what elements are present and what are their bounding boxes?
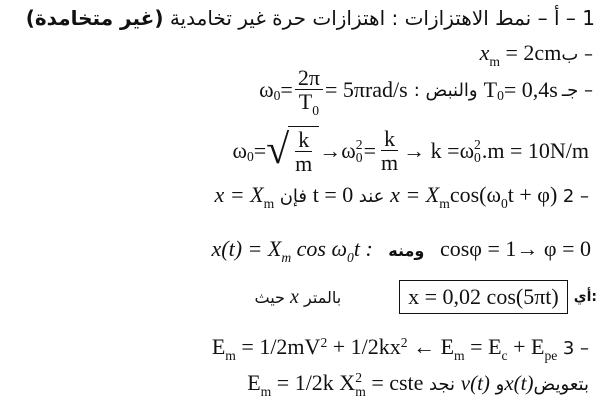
- x-of-t-equation: $x(t) = X_m$ $\cos \omega_0t$ :: [211, 236, 373, 266]
- fa-label: فإن: [279, 186, 313, 207]
- line-8-mechanical-energy: $E_m = 1/2mV^2 + 1/2kx^2$ ← $E_m = E_c + E_{pe}$ 3 –: [211, 334, 589, 364]
- line-9-energy-constant: $E_m = 1/2k$ X 2 m = cste نجد v(t) وx(t)بتعويض: [247, 370, 589, 400]
- item-3-number: 3 –: [562, 338, 589, 359]
- item-number: 1 – أ –: [531, 6, 595, 30]
- vibration-type-text: نمط الاهتزازات : اهتزازات حرة غير تخامدية: [163, 6, 532, 30]
- line-5-general-solution: $x = X_m$ فإن t = 0 عند $x = X_m\cos(\omega_0t + \varphi)$ 2 –: [214, 182, 589, 212]
- left-arrow-icon: ←: [407, 334, 441, 359]
- nabd-label: : والنبض: [413, 79, 478, 101]
- k-over-m-fraction: $\frac{k}{m}$: [381, 126, 399, 176]
- amplitude-subscript: m: [489, 54, 501, 70]
- phase-result: cosφ = 1→ φ = 0: [439, 236, 591, 261]
- item-2-number: 2 –: [562, 186, 589, 207]
- inda-label: عند: [358, 186, 391, 207]
- line-4-stiffness: ω 0 = √ $\frac{k}{m}$ → ω 2 0 = $\frac{k}{m}$ → k = ω 2 0 .m = 10N/m: [232, 126, 589, 177]
- omega-subscript: 0: [273, 88, 281, 104]
- omega-symbol: ω: [232, 138, 247, 164]
- sqrt-k-over-m: √ $\frac{k}{m}$: [266, 126, 319, 176]
- boxed-final-equation: x = 0,02 cos(5πt): [399, 280, 568, 314]
- undamped-label: (غير متخامدة): [25, 6, 164, 30]
- omega-symbol: ω: [259, 77, 274, 103]
- wa-minhu-label: ومنه: [388, 241, 430, 260]
- period-subscript: 0: [497, 88, 504, 104]
- item-c-label: جـ –: [561, 79, 593, 101]
- line-3-pulsation: [259, 65, 593, 119]
- line-6-phase: [211, 236, 591, 266]
- line-2-amplitude: [479, 40, 593, 70]
- ay-label: أي:: [573, 289, 597, 305]
- substitution-text: نجد v(t) وx(t)بتعويض: [428, 371, 589, 395]
- period-symbol: T: [483, 77, 498, 103]
- pulsation-value: = 5πrad/s: [324, 77, 408, 103]
- pulsation-fraction: [295, 65, 323, 119]
- line-1-vibration-type: [26, 6, 595, 30]
- line-7-final-equation: [255, 280, 597, 314]
- equals-sign: =: [280, 77, 293, 103]
- item-b-label: ب –: [561, 44, 593, 65]
- stiffness-value: .m = 10N/m: [481, 138, 589, 164]
- amplitude-symbol: x: [479, 40, 490, 65]
- period-value: = 0,4s: [503, 77, 558, 103]
- fraction-denominator: $T_0$: [298, 89, 320, 119]
- fraction-numerator: 2π: [295, 66, 323, 90]
- radical-icon: √: [266, 127, 290, 174]
- amplitude-value: = 2cm: [500, 40, 562, 65]
- unit-note: حيث x بالمتر: [254, 285, 342, 308]
